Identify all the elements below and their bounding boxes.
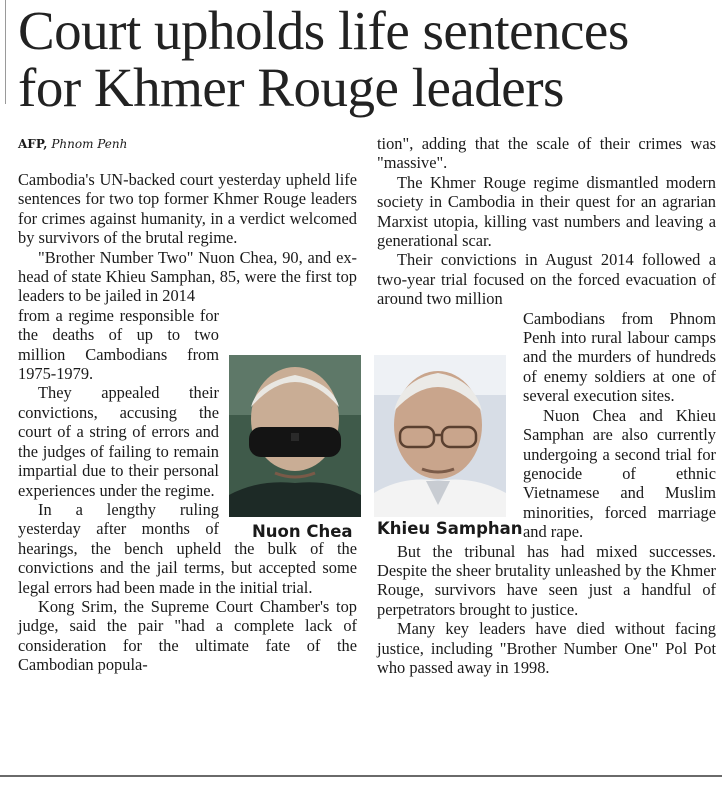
headline <box>18 2 718 116</box>
paragraph: Cambodians from Phnom Penh into rural labour camps and the murders of hundreds of enemy soldiers at one of several execution sites. <box>523 308 716 406</box>
paragraph: But the tribunal has had mixed successes. Despite the sheer brutality unleashed by the Khmer Rouge, survivors have seen just a handful of perpetrators brought to justice. <box>377 541 716 619</box>
headline-line-2: for Khmer Rouge leaders <box>18 57 564 118</box>
paragraph: from a regime responsible for the deaths of up to two million Cambodians from 1975-1979. <box>18 305 219 384</box>
portrait-image <box>229 355 361 517</box>
byline-agency: AFP, <box>18 137 48 151</box>
paragraph: The Khmer Rouge regime dismantled modern society in Cambodia in their quest for an agrarian Marxist utopia, killing vast numbers and leaving a generational scar. <box>377 172 716 251</box>
paragraph: They appealed their convictions, accusing the court of a string of errors and the judges of failing to remain impartial due to their personal experiences under the regime. <box>18 383 219 500</box>
byline <box>18 136 127 152</box>
paragraph: Their convictions in August 2014 followed a two-year trial focused on the forced evacuation of around two million <box>377 250 716 309</box>
paragraph: Many key leaders have died without facing justice, including "Brother Number One" Pol Pot who passed away in 1998. <box>377 619 716 677</box>
paragraph: Kong Srim, the Supreme Court Chamber's top judge, said the pair "had a complete lack of consideration for the ultimate fate of the Cambodian popula- <box>18 596 357 675</box>
paragraph: "Brother Number Two" Nuon Chea, 90, and ex-head of state Khieu Samphan, 85, were the first top leaders to be jailed in 2014 <box>18 247 357 306</box>
photo-khieu-samphan <box>374 355 506 517</box>
photo-nuon-chea <box>229 355 361 517</box>
portrait-image <box>374 355 506 517</box>
headline-line-1: Court upholds life sentences <box>18 0 629 61</box>
byline-city: Phnom Penh <box>51 137 128 151</box>
paragraph: In a lengthy ruling yesterday after months of hearings, the bench upheld the bulk of the convictions and the jail terms, but accepted some legal errors had been made in the initial trial. <box>18 499 357 597</box>
paragraph: tion", adding that the scale of their crimes was "massive". <box>377 134 716 173</box>
photo-caption: Nuon Chea <box>252 522 353 541</box>
page-rule <box>0 775 722 777</box>
paragraph: Nuon Chea and Khieu Samphan are also currently undergoing a second trial for genocide of ethnic Vietnamese and Muslim minorities, forced marriage and rape. <box>523 405 716 542</box>
column-rule <box>5 0 6 104</box>
photo-caption: Khieu Samphan <box>377 519 523 538</box>
paragraph: Cambodia's UN-backed court yesterday upheld life sentences for two top former Khmer Rouge leaders for crimes against humanity, in a verdict welcomed by survivors of the brutal regime. <box>18 170 357 248</box>
